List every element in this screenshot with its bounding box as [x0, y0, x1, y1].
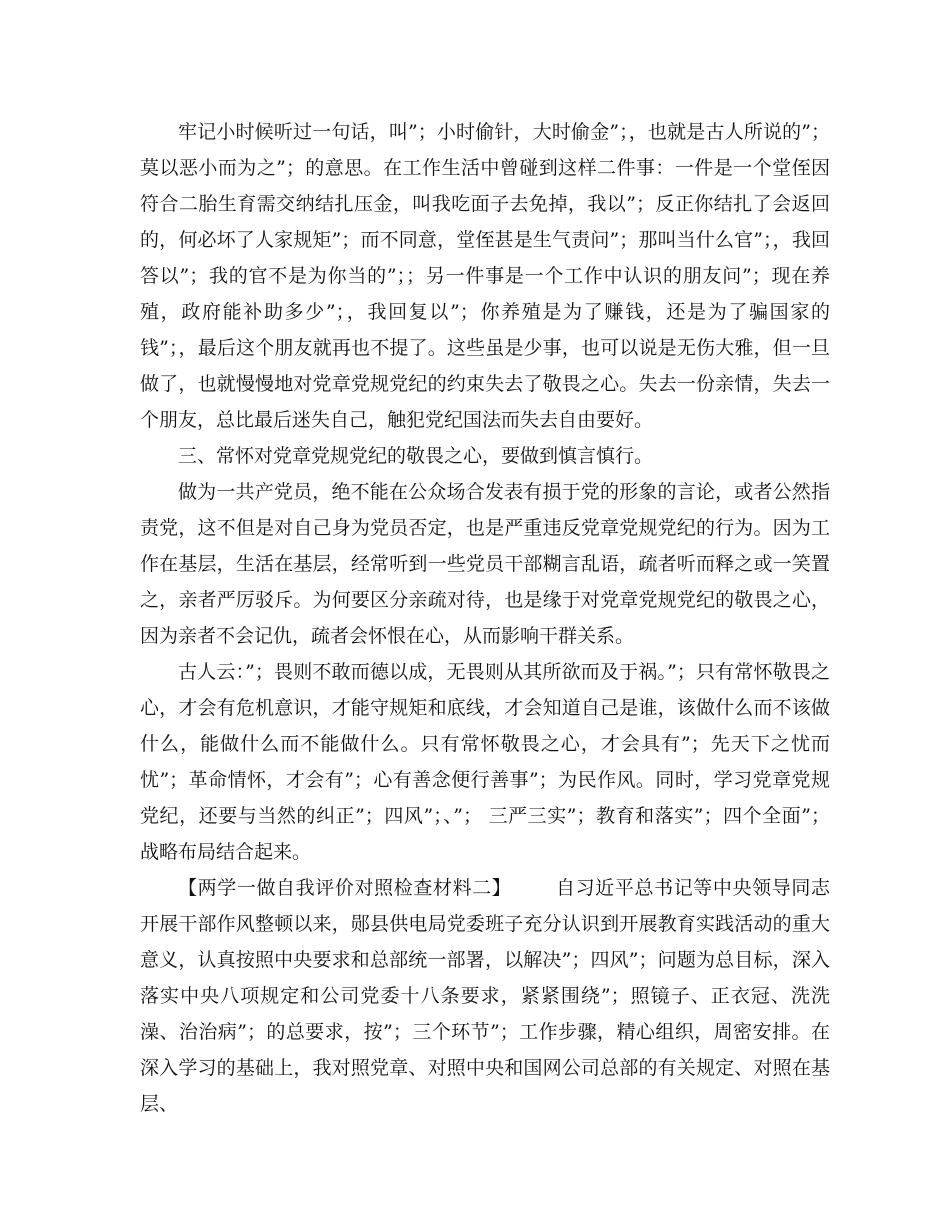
- paragraph-4: [140, 870, 830, 1122]
- paragraph-2: 做为一共产党员，绝不能在公众场合发表有损于党的形象的言论，或者公然指责党，这不但是对自己身为党员否定，也是严重违反党章党规党纪的行为。因为工作在基层，生活在基层，经常听到一些党员干部糊言乱语，疏者听而释之或一笑置之，亲者严厉驳斥。为何要区分亲疏对待，也是缘于对党章党规党纪的敬畏之心，因为亲者不会记仇，疏者会怀恨在心，从而影响干群关系。: [140, 481, 830, 647]
- paragraph-1: 牢记小时候听过一句话，叫”；小时偷针，大时偷金”；，也就是古人所说的”；莫以恶小而为之”；的意思。在工作生活中曾碰到这样二件事：一件是一个堂侄因符合二胎生育需交纳结扎压金，叫我吃面子去免掉，我以”；反正你结扎了会返回的，何必坏了人家规矩”；而不同意，堂侄甚是生气责问”；那叫当什么官”；，我回答以”；我的官不是为你当的”；；另一件事是一个工作中认识的朋友问”；现在养殖，政府能补助多少”；，我回复以”；你养殖是为了赚钱，还是为了骗国家的钱”；，最后这个朋友就再也不提了。这些虽是少事，也可以说是无伤大雅，但一旦做了，也就慢慢地对党章党规党纪的约束失去了敬畏之心。失去一份亲情，失去一个朋友，总比最后迷失自己，触犯党纪国法而失去自由要好。: [140, 121, 830, 431]
- paragraph-3: 古人云：”；畏则不敢而德以成，无畏则从其所欲而及于祸。”；只有常怀敬畏之心，才会有危机意识，才能守规矩和底线，才会知道自己是谁，该做什么而不该做什么，能做什么而不能做什么。只有常怀敬畏之心，才会具有”；先天下之忧而忧”；革命情怀，才会有”；心有善念便行善事”；为民作风。同时，学习党章党规党纪，还要与当然的纠正”；四风”；、”； 三严三实”；教育和落实”；四个全面”；战略布局结合起来。: [140, 661, 830, 863]
- material-two-heading: 【两学一做自我评价对照检查材料二】: [178, 877, 512, 899]
- material-two-body: 自习近平总书记等中央领导同志开展干部作风整顿以来，郧县供电局党委班子充分认识到开展教育实践活动的重大意义，认真按照中央要求和总部统一部署，以解决”；四风”；问题为总目标，深入落实中央八项规定和公司党委十八条要求，紧紧围绕”；照镜子、正衣冠、洗洗澡、治治病”；的总要求，按”；三个环节”；工作步骤，精心组织，周密安排。在深入学习的基础上，我对照党章、对照中央和国网公司总部的有关规定、对照在基层、: [140, 877, 830, 1115]
- section-heading-three: 三、常怀对党章党规党纪的敬畏之心，要做到慎言慎行。: [178, 445, 654, 467]
- document-body: [140, 114, 830, 1122]
